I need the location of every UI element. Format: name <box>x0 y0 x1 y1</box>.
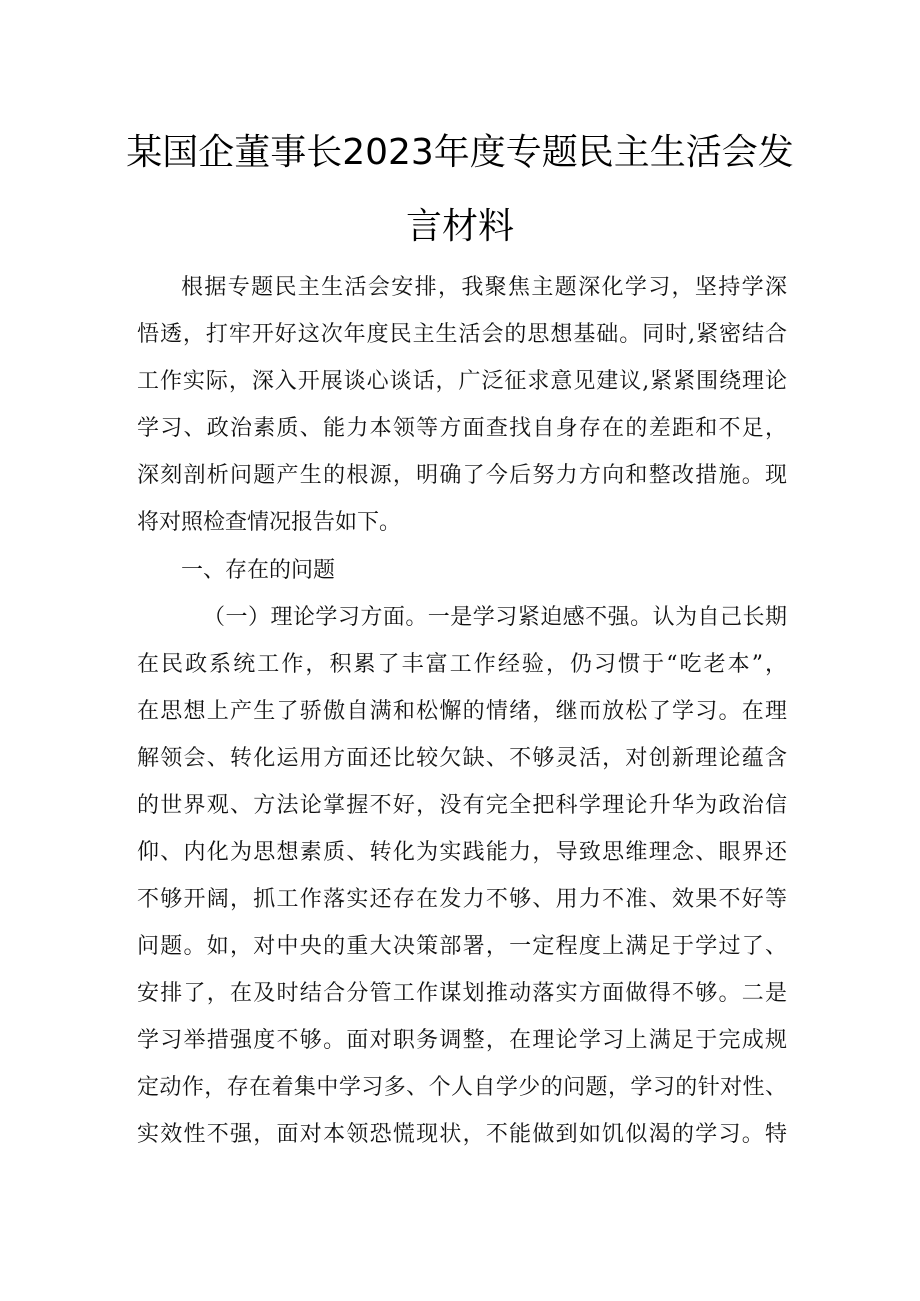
paragraph-line: 不够开阔，抓工作落实还存在发力不够、用力不准、效果不好等 <box>137 887 787 912</box>
paragraph-line: 仰、内化为思想素质、转化为实践能力，导致思维理念、眼界还 <box>137 840 787 865</box>
paragraph-line: 在思想上产生了骄傲自满和松懈的情绪，继而放松了学习。在理 <box>137 699 787 724</box>
paragraph-line: 安排了，在及时结合分管工作谋划推动落实方面做得不够。二是 <box>137 981 787 1006</box>
paragraph-line: 学习、政治素质、能力本领等方面查找自身存在的差距和不足， <box>137 416 787 441</box>
paragraph-line: 悟透，打牢开好这次年度民主生活会的思想基础。同时,紧密结合 <box>137 322 787 347</box>
paragraph-line: 在民政系统工作，积累了丰富工作经验，仍习惯于“吃老本”， <box>137 652 787 677</box>
paragraph-line: 学习举措强度不够。面对职务调整，在理论学习上满足于完成规 <box>137 1028 787 1053</box>
section-heading: 一、存在的问题 <box>181 558 336 583</box>
paragraph-line: 定动作，存在着集中学习多、个人自学少的问题，学习的针对性、 <box>137 1075 787 1100</box>
paragraph-line: 的世界观、方法论掌握不好，没有完全把科学理论升华为政治信 <box>137 793 787 818</box>
paragraph-line: （一）理论学习方面。一是学习紧迫感不强。认为自己长期 <box>203 605 787 630</box>
paragraph-line: 解领会、转化运用方面还比较欠缺、不够灵活，对创新理论蕴含 <box>137 746 787 771</box>
paragraph-line: 深刻剖析问题产生的根源，明确了今后努力方向和整改措施。现 <box>137 463 787 488</box>
paragraph-line: 将对照检查情况报告如下。 <box>137 510 402 535</box>
document-title-line-1: 某国企董事长2023年度专题民主生活会发 <box>126 132 794 173</box>
paragraph-line: 实效性不强，面对本领恐慌现状，不能做到如饥似渴的学习。特 <box>137 1122 787 1147</box>
paragraph-line: 工作实际，深入开展谈心谈话，广泛征求意见建议,紧紧围绕理论 <box>137 369 787 394</box>
paragraph-line: 根据专题民主生活会安排，我聚焦主题深化学习，坚持学深 <box>181 275 787 300</box>
paragraph-line: 问题。如，对中央的重大决策部署，一定程度上满足于学过了、 <box>137 934 787 959</box>
document-title-line-2: 言材料 <box>405 206 514 247</box>
